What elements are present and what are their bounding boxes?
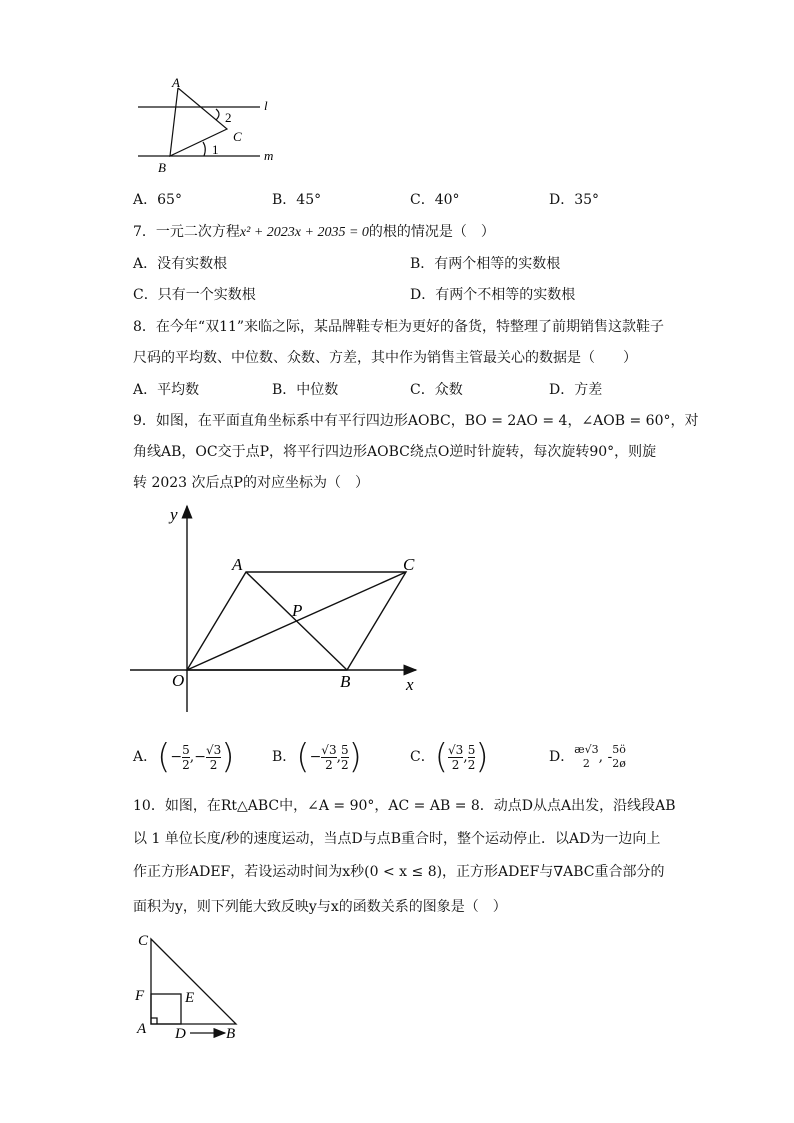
label-D: D [175, 1026, 186, 1042]
q10-line-4: 面积为y，则下列能大致反映y与x的函数关系的图象是（ ） [133, 899, 507, 915]
label-A: A [232, 555, 243, 574]
label-C: C [233, 129, 242, 144]
q6-option-a[interactable]: A．65° [133, 192, 182, 208]
q9-option-a[interactable]: A． ( − $\frac{5}{2}$ , − $\frac{√3}{2}$ ) [133, 737, 235, 777]
q9-line-1: 9．如图，在平面直角坐标系中有平行四边形AOBC，BO = 2AO = 4，∠AOB = 60°，对 [133, 413, 699, 429]
label-C: C [138, 933, 149, 949]
q7-option-b[interactable]: B．有两个相等的实数根 [410, 256, 561, 272]
q7-equation: x² + 2023x + 2035 = 0 [239, 225, 369, 240]
label-1: 1 [212, 142, 219, 157]
label-m: m [264, 148, 274, 163]
parallel-lines-figure [130, 75, 290, 175]
q10-line-1: 10．如图，在Rt△ABC中，∠A = 90°，AC = AB = 8．动点D从点A出发，沿线段AB [133, 798, 676, 814]
q6-option-c[interactable]: C．40° [410, 192, 460, 208]
label-x: x [406, 675, 414, 694]
q7-stem [133, 222, 495, 243]
label-2: 2 [225, 110, 232, 125]
q9-option-c[interactable]: C． ( $\frac{√3}{2}$ , $\frac{5}{2}$ ) [410, 737, 489, 777]
diagonal-oc [187, 572, 406, 670]
q10-line-2: 以 1 单位长度/秒的速度运动，当点D与点B重合时，整个运动停止．以AD为一边向上 [133, 831, 661, 847]
label-B: B [340, 672, 351, 691]
q7-option-d[interactable]: D．有两个不相等的实数根 [410, 287, 576, 303]
q8-line-2: 尺码的平均数、中位数、众数、方差，其中作为销售主管最关心的数据是（ ） [133, 350, 637, 366]
q9-line-2: 角线AB，OC交于点P，将平行四边形AOBC绕点O逆时针旋转，每次旋转90°，则旋 [133, 444, 657, 460]
label-O: O [172, 671, 185, 690]
q8-option-d[interactable]: D．方差 [549, 382, 603, 398]
parallelogram-figure [128, 500, 428, 720]
q6-option-b[interactable]: B．45° [272, 192, 322, 208]
q9-option-b[interactable]: B． ( − $\frac{√3}{2}$ , $\frac{5}{2}$ ) [272, 737, 362, 777]
q8-line-1: 8．在今年“双11”来临之际，某品牌鞋专柜为更好的备货，特整理了前期销售这款鞋子 [133, 319, 665, 335]
right-angle-mark [151, 1018, 157, 1024]
label-B: B [226, 1026, 236, 1042]
label-E: E [185, 990, 195, 1006]
angle-2-arc [216, 109, 219, 120]
label-y: y [170, 505, 178, 524]
label-A: A [137, 1021, 147, 1037]
label-l: l [264, 98, 268, 113]
q7-option-a[interactable]: A．没有实数根 [133, 256, 228, 272]
q7-prefix: 7．一元二次方程 [133, 224, 240, 240]
q6-option-d[interactable]: D．35° [549, 192, 600, 208]
triangle-abc [151, 939, 236, 1024]
square-adef [151, 994, 181, 1024]
q8-option-b[interactable]: B．中位数 [272, 382, 339, 398]
q8-option-a[interactable]: A．平均数 [133, 382, 200, 398]
angle-1-arc [203, 142, 205, 156]
q9-line-3: 转 2023 次后点P的对应坐标为（ ） [133, 475, 369, 491]
right-triangle-figure [130, 925, 260, 1045]
label-B: B [158, 160, 166, 175]
q10-line-3: 作正方形ADEF，若设运动时间为x秒(0 < x ≤ 8)，正方形ADEF与∇ABC重合部分的 [133, 864, 665, 880]
q8-option-c[interactable]: C．众数 [410, 382, 463, 398]
q7-option-c[interactable]: C．只有一个实数根 [133, 287, 256, 303]
label-A: A [172, 75, 180, 90]
q7-suffix: 的根的情况是（ ） [368, 224, 495, 240]
label-C: C [403, 555, 415, 574]
label-P: P [292, 601, 303, 620]
q9-option-d[interactable]: D． æ√3 2 , - 5ö 2ø [549, 743, 626, 770]
label-F: F [135, 988, 145, 1004]
